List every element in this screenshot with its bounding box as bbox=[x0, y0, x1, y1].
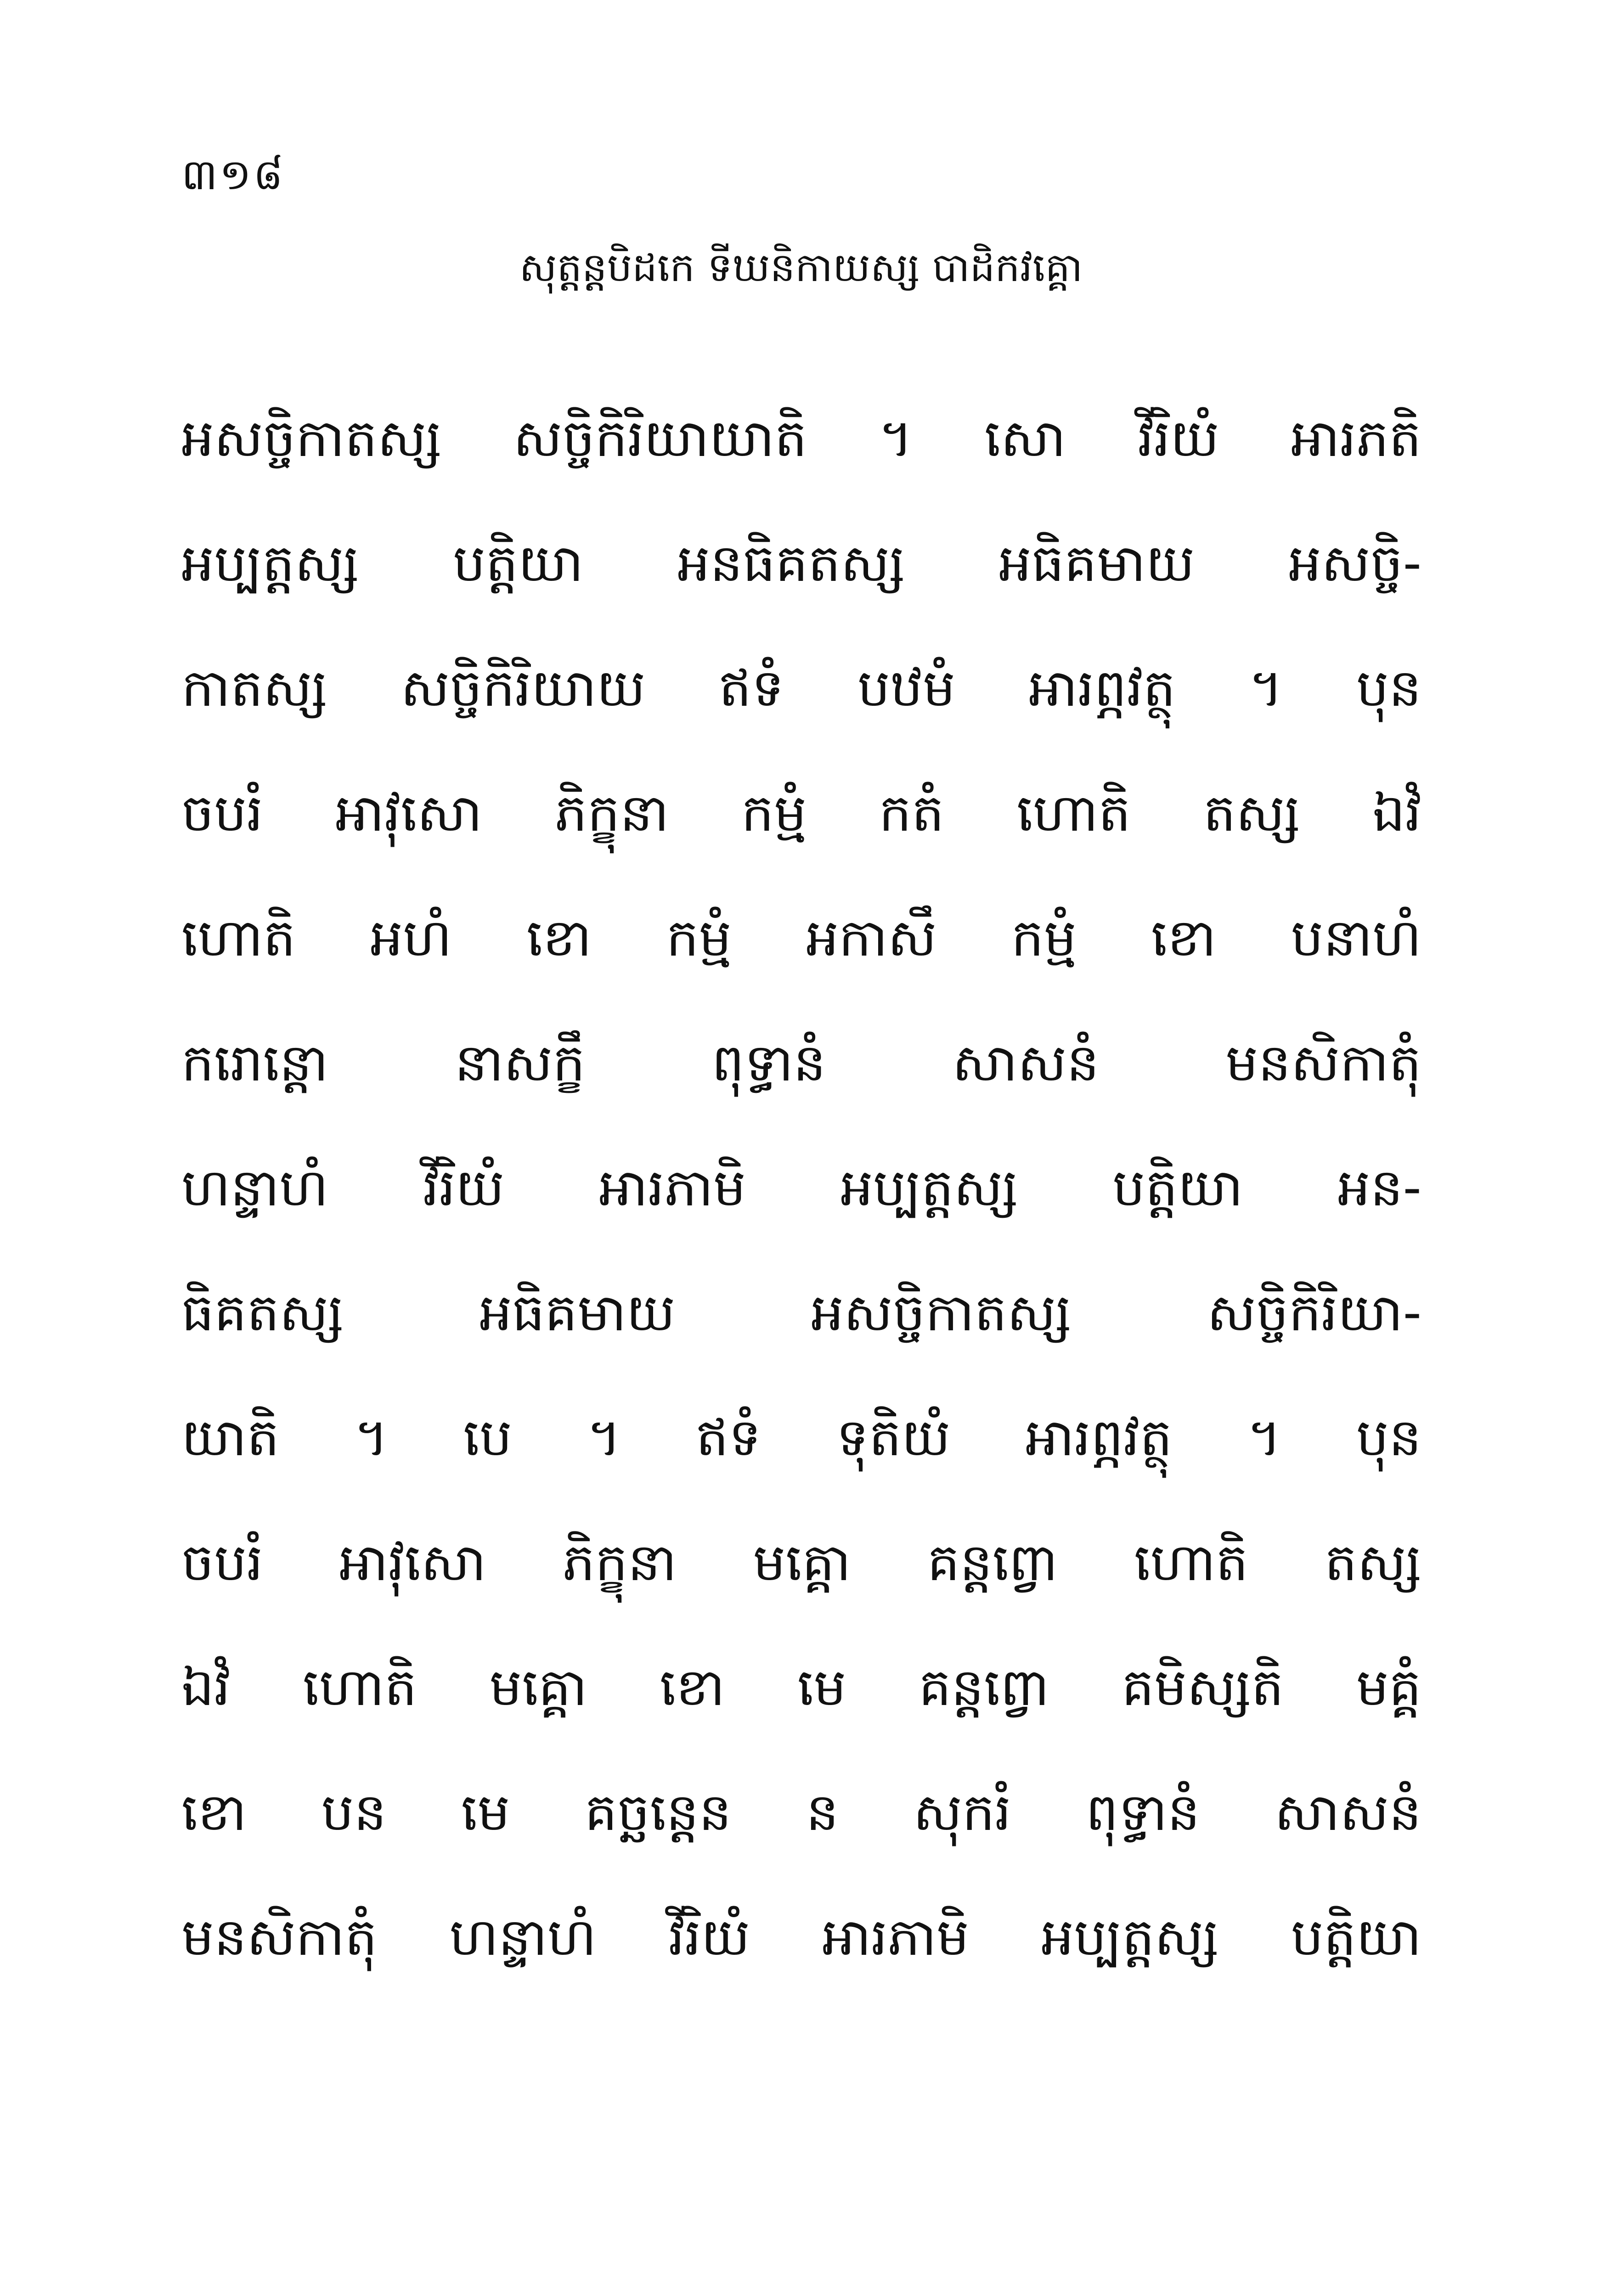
text-word: អារព្ភវត្ថុ bbox=[1025, 1408, 1173, 1468]
text-word: ។ bbox=[1249, 658, 1283, 718]
text-word: ហោតិ bbox=[303, 1658, 417, 1717]
text-line bbox=[181, 404, 1421, 529]
text-word: វីរិយំ bbox=[668, 1908, 750, 1967]
text-word: ហន្ទាហំ bbox=[449, 1908, 597, 1967]
text-word: ហោតិ bbox=[1134, 1533, 1248, 1593]
text-word: អប្បត្តស្ស bbox=[181, 534, 359, 593]
text-word: ករោន្តោ bbox=[181, 1033, 328, 1093]
text-word: វីរិយំ bbox=[1137, 409, 1219, 468]
text-word: គមិស្សតិ bbox=[1121, 1658, 1284, 1717]
text-word: ខោ bbox=[660, 1658, 725, 1717]
text-line bbox=[181, 1403, 1421, 1528]
text-word: បត្តិយា bbox=[453, 534, 584, 593]
text-word: អាវុសោ bbox=[339, 1533, 486, 1593]
text-word: ហោតិ bbox=[1016, 783, 1131, 843]
text-word: ឯវំ bbox=[181, 1658, 231, 1717]
text-word: អប្បត្តស្ស bbox=[1041, 1908, 1219, 1967]
text-word: គន្តព្វោ bbox=[927, 1533, 1058, 1593]
text-word: ឯវំ bbox=[1372, 783, 1421, 843]
text-word: បត្តិយា bbox=[1112, 1158, 1243, 1218]
text-word: បត្តិយា bbox=[1291, 1908, 1421, 1967]
text-word: អាវុសោ bbox=[335, 783, 483, 843]
text-word: ។ bbox=[879, 409, 913, 468]
text-word: កម្មំ bbox=[741, 783, 807, 843]
text-word: គច្ឆន្តេន bbox=[584, 1783, 732, 1842]
text-word: វីរិយំ bbox=[423, 1158, 505, 1218]
text-word: ចបរំ bbox=[181, 1533, 263, 1593]
text-line bbox=[181, 529, 1421, 654]
page-number: ៣១៨ bbox=[181, 150, 285, 199]
text-word: អារភាមិ bbox=[822, 1908, 970, 1967]
text-word: បនាហំ bbox=[1291, 908, 1421, 968]
text-word: ។ bbox=[1247, 1408, 1281, 1468]
text-word: អសច្ចិ- bbox=[1288, 534, 1421, 593]
text-word: អារព្ភវត្ថុ bbox=[1028, 658, 1176, 718]
text-word: សាសនំ bbox=[952, 1033, 1100, 1093]
text-word: មគ្គំ bbox=[1356, 1658, 1421, 1717]
text-word: បុន bbox=[1356, 1408, 1421, 1468]
body-text bbox=[181, 404, 1421, 2028]
text-word: ។ bbox=[587, 1408, 621, 1468]
text-word: ន bbox=[806, 1783, 839, 1842]
text-word: អហំ bbox=[370, 908, 452, 968]
text-word: គន្តព្វោ bbox=[919, 1658, 1049, 1717]
text-word: អារភតិ bbox=[1291, 409, 1421, 468]
text-word: ហោតិ bbox=[181, 908, 296, 968]
text-word: កម្មំ bbox=[666, 908, 732, 968]
text-word: មនសិកាតុំ bbox=[181, 1908, 378, 1967]
text-word: បុន bbox=[1356, 658, 1421, 718]
text-word: អសច្ចិកាតស្ស bbox=[181, 409, 442, 468]
text-line bbox=[181, 1278, 1421, 1403]
text-line bbox=[181, 654, 1421, 779]
text-word: អន- bbox=[1337, 1158, 1421, 1218]
text-line bbox=[181, 1029, 1421, 1154]
text-word: ពុទ្ធានំ bbox=[711, 1033, 826, 1093]
text-word: សច្ចិកិរិយាយាតិ bbox=[513, 409, 807, 468]
text-word: ចបរំ bbox=[181, 783, 263, 843]
text-word: សច្ចិកិរិយា- bbox=[1207, 1283, 1421, 1343]
text-word: មនសិកាតុំ bbox=[1225, 1033, 1421, 1093]
text-word: អនធិគតស្ស bbox=[677, 534, 905, 593]
text-word: ឥទំ bbox=[719, 658, 784, 718]
text-word: មេ bbox=[797, 1658, 846, 1717]
text-word: ខោ bbox=[181, 1783, 247, 1842]
text-line bbox=[181, 1154, 1421, 1278]
text-word: យាតិ bbox=[181, 1408, 280, 1468]
text-word: តស្ស bbox=[1203, 783, 1300, 843]
text-word: អារភាមិ bbox=[599, 1158, 746, 1218]
text-word: មគ្គោ bbox=[489, 1658, 587, 1717]
text-word: បន bbox=[321, 1783, 387, 1842]
text-word: កតំ bbox=[879, 783, 944, 843]
text-line bbox=[181, 1653, 1421, 1778]
text-word: សុករំ bbox=[913, 1783, 1011, 1842]
text-word: អធិគមាយ bbox=[998, 534, 1195, 593]
text-word: ភិក្ខុនា bbox=[554, 783, 669, 843]
text-word: តស្ស bbox=[1324, 1533, 1421, 1593]
text-word: ខោ bbox=[526, 908, 592, 968]
text-word: ធិគតស្ស bbox=[181, 1283, 344, 1343]
text-word: ភិក្ខុនា bbox=[562, 1533, 677, 1593]
text-word: ហន្ទាហំ bbox=[181, 1158, 328, 1218]
text-word: ។ bbox=[354, 1408, 389, 1468]
text-word: ខោ bbox=[1151, 908, 1217, 968]
text-word: ពុទ្ធានំ bbox=[1085, 1783, 1200, 1842]
text-word: បឋមំ bbox=[857, 658, 956, 718]
text-word: បេ bbox=[463, 1408, 513, 1468]
text-word: អប្បត្តស្ស bbox=[840, 1158, 1018, 1218]
text-line bbox=[181, 779, 1421, 904]
text-line bbox=[181, 1778, 1421, 1903]
text-word: ឥទំ bbox=[696, 1408, 762, 1468]
text-word: អកាសឹ bbox=[806, 908, 937, 968]
text-line bbox=[181, 904, 1421, 1029]
running-header: សុត្តន្តបិដកេ ទីឃនិកាយស្ស បាដិកវគ្គោ bbox=[519, 245, 1083, 291]
text-word: ទុតិយំ bbox=[836, 1408, 951, 1468]
text-word: អសច្ចិកាតស្ស bbox=[811, 1283, 1072, 1343]
text-word: សាសនំ bbox=[1275, 1783, 1421, 1842]
text-word: កម្មំ bbox=[1011, 908, 1077, 968]
text-word: សច្ចិកិរិយាយ bbox=[400, 658, 646, 718]
text-word: សោ bbox=[984, 409, 1066, 468]
text-word: មេ bbox=[461, 1783, 510, 1842]
text-word: មគ្គោ bbox=[753, 1533, 851, 1593]
text-word: កាតស្ស bbox=[181, 658, 327, 718]
text-line bbox=[181, 1528, 1421, 1653]
text-line bbox=[181, 1903, 1421, 2028]
text-word: អធិគមាយ bbox=[479, 1283, 676, 1343]
text-word: នាសក្ខឹ bbox=[455, 1033, 586, 1093]
